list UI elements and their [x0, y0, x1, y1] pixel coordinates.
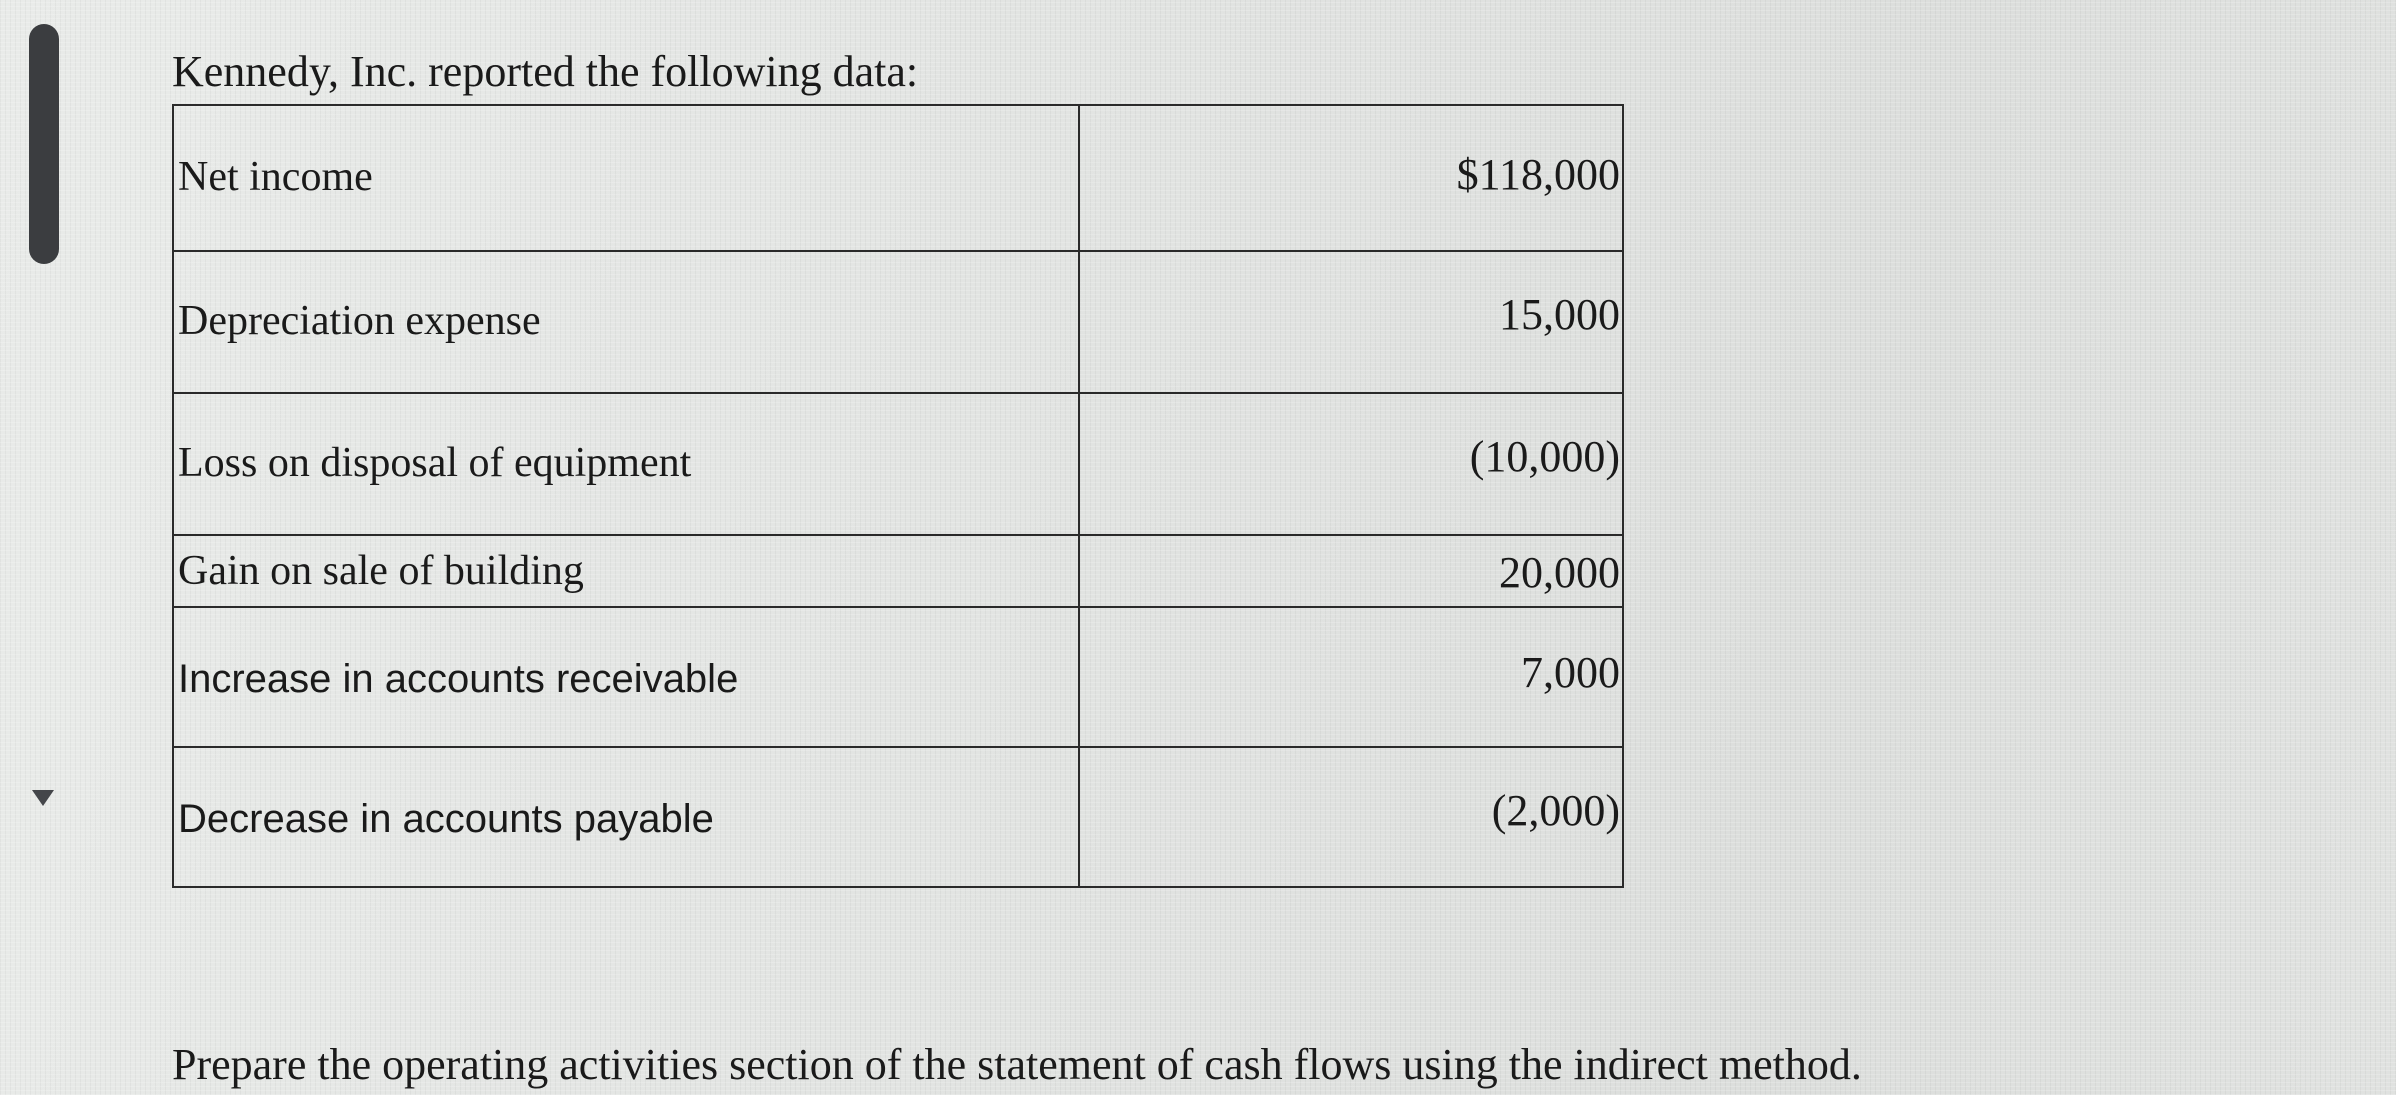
table-row — [174, 608, 1622, 748]
data-table — [172, 104, 1624, 888]
row-value: (10,000) — [1469, 432, 1620, 481]
row-value: 20,000 — [1499, 548, 1620, 597]
collapse-arrow-icon[interactable] — [32, 790, 54, 806]
scrollbar-thumb[interactable] — [29, 24, 59, 264]
table-row — [174, 394, 1622, 536]
column-divider — [1078, 104, 1080, 888]
table-row — [174, 106, 1622, 252]
row-label: Increase in accounts receivable — [178, 657, 739, 701]
row-value: $118,000 — [1456, 150, 1620, 199]
row-label: Decrease in accounts payable — [178, 797, 714, 841]
question-instruction: Prepare the operating activities section of the statement of cash flows using the indirect method. — [172, 1040, 1862, 1089]
question-intro: Kennedy, Inc. reported the following data: — [172, 47, 919, 96]
row-label: Loss on disposal of equipment — [178, 440, 692, 486]
row-label: Depreciation expense — [178, 298, 541, 344]
row-label: Net income — [178, 154, 373, 200]
row-value: 7,000 — [1521, 648, 1620, 697]
row-value: (2,000) — [1491, 786, 1620, 835]
table-row — [174, 252, 1622, 394]
table-row — [174, 748, 1622, 886]
table-row — [174, 536, 1622, 608]
row-label: Gain on sale of building — [178, 548, 584, 594]
row-value: 15,000 — [1499, 290, 1620, 339]
